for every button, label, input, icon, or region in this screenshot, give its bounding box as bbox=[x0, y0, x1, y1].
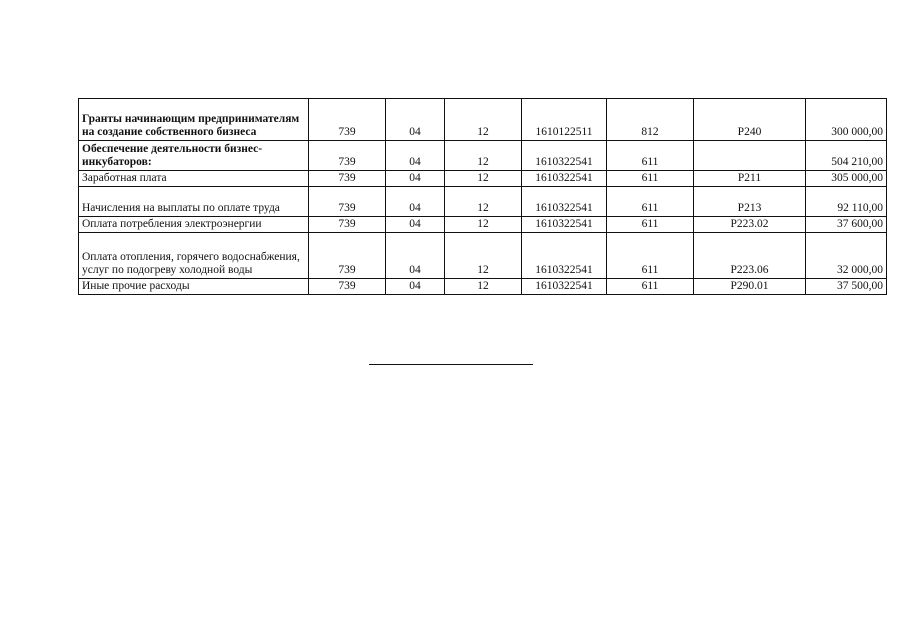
table-row bbox=[79, 187, 887, 217]
expense-type-code: 611 bbox=[607, 279, 694, 295]
kosgu-code: Р290.01 bbox=[694, 279, 806, 295]
subsection-code: 12 bbox=[445, 187, 522, 217]
kosgu-code: Р223.06 bbox=[694, 233, 806, 279]
table-row bbox=[79, 171, 887, 187]
expense-type-code: 611 bbox=[607, 217, 694, 233]
target-article-code: 1610122511 bbox=[522, 99, 607, 141]
row-name: Заработная плата bbox=[79, 171, 309, 187]
amount: 300 000,00 bbox=[806, 99, 887, 141]
target-article-code: 1610322541 bbox=[522, 141, 607, 171]
expense-type-code: 611 bbox=[607, 187, 694, 217]
expense-type-code: 812 bbox=[607, 99, 694, 141]
grbs-code: 739 bbox=[309, 141, 386, 171]
expense-type-code: 611 bbox=[607, 141, 694, 171]
section-code: 04 bbox=[386, 141, 445, 171]
subsection-code: 12 bbox=[445, 99, 522, 141]
expense-type-code: 611 bbox=[607, 233, 694, 279]
grbs-code: 739 bbox=[309, 217, 386, 233]
budget-table bbox=[78, 98, 887, 295]
row-name: Иные прочие расходы bbox=[79, 279, 309, 295]
subsection-code: 12 bbox=[445, 233, 522, 279]
end-separator-line bbox=[369, 364, 533, 365]
amount: 504 210,00 bbox=[806, 141, 887, 171]
table-row bbox=[79, 141, 887, 171]
row-name: Начисления на выплаты по оплате труда bbox=[79, 187, 309, 217]
subsection-code: 12 bbox=[445, 279, 522, 295]
kosgu-code: Р240 bbox=[694, 99, 806, 141]
amount: 92 110,00 bbox=[806, 187, 887, 217]
kosgu-code bbox=[694, 141, 806, 171]
target-article-code: 1610322541 bbox=[522, 187, 607, 217]
amount: 305 000,00 bbox=[806, 171, 887, 187]
section-code: 04 bbox=[386, 99, 445, 141]
grbs-code: 739 bbox=[309, 187, 386, 217]
amount: 37 500,00 bbox=[806, 279, 887, 295]
expense-type-code: 611 bbox=[607, 171, 694, 187]
grbs-code: 739 bbox=[309, 99, 386, 141]
target-article-code: 1610322541 bbox=[522, 171, 607, 187]
row-name: Оплата потребления электроэнергии bbox=[79, 217, 309, 233]
section-code: 04 bbox=[386, 279, 445, 295]
section-code: 04 bbox=[386, 171, 445, 187]
row-name: Гранты начинающим предпринимателям на создание собственного бизнеса bbox=[79, 99, 309, 141]
target-article-code: 1610322541 bbox=[522, 233, 607, 279]
kosgu-code: Р223.02 bbox=[694, 217, 806, 233]
table-row bbox=[79, 233, 887, 279]
row-name: Оплата отопления, горячего водоснабжения, услуг по подогреву холодной воды bbox=[79, 233, 309, 279]
kosgu-code: Р213 bbox=[694, 187, 806, 217]
kosgu-code: Р211 bbox=[694, 171, 806, 187]
grbs-code: 739 bbox=[309, 171, 386, 187]
section-code: 04 bbox=[386, 187, 445, 217]
section-code: 04 bbox=[386, 233, 445, 279]
section-code: 04 bbox=[386, 217, 445, 233]
subsection-code: 12 bbox=[445, 141, 522, 171]
table-row bbox=[79, 99, 887, 141]
grbs-code: 739 bbox=[309, 279, 386, 295]
table-row bbox=[79, 217, 887, 233]
grbs-code: 739 bbox=[309, 233, 386, 279]
amount: 32 000,00 bbox=[806, 233, 887, 279]
table-row bbox=[79, 279, 887, 295]
target-article-code: 1610322541 bbox=[522, 217, 607, 233]
target-article-code: 1610322541 bbox=[522, 279, 607, 295]
amount: 37 600,00 bbox=[806, 217, 887, 233]
subsection-code: 12 bbox=[445, 217, 522, 233]
row-name: Обеспечение деятельности бизнес-инкубаторов: bbox=[79, 141, 309, 171]
subsection-code: 12 bbox=[445, 171, 522, 187]
